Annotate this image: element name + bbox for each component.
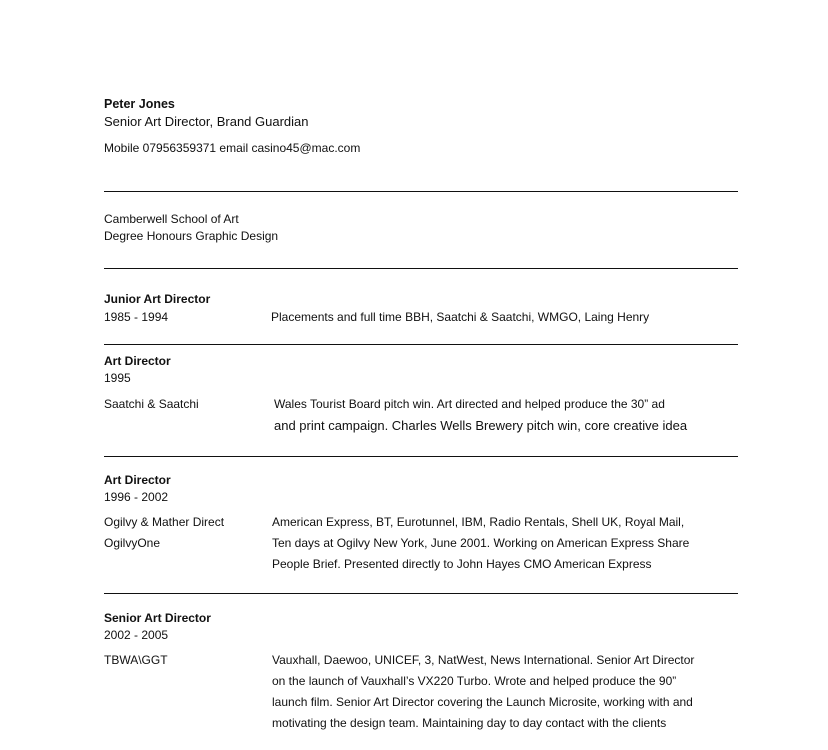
job-company: Saatchi & Saatchi bbox=[104, 397, 199, 411]
job-dates: 2002 - 2005 bbox=[104, 628, 169, 642]
job-description-line: People Brief. Presented directly to John Hayes CMO American Express bbox=[272, 557, 652, 571]
job-description-line: on the launch of Vauxhall’s VX220 Turbo. Wrote and helped produce the 90” bbox=[272, 674, 677, 688]
job-company: Ogilvy & Mather Direct bbox=[104, 515, 225, 529]
job-description: Placements and full time BBH, Saatchi & Saatchi, WMGO, Laing Henry bbox=[271, 310, 650, 324]
job-role: Art Director bbox=[104, 354, 171, 368]
job-dates: 1996 - 2002 bbox=[104, 490, 169, 504]
job-description-line: launch film. Senior Art Director covering the Launch Microsite, working with and bbox=[272, 695, 693, 709]
job-role: Senior Art Director bbox=[104, 611, 211, 625]
job-company: TBWA\GGT bbox=[104, 653, 168, 667]
divider bbox=[104, 456, 738, 457]
divider bbox=[104, 268, 738, 269]
job-description-line: and print campaign. Charles Wells Brewery pitch win, core creative idea bbox=[274, 418, 688, 433]
education-school: Camberwell School of Art bbox=[104, 212, 239, 226]
job-company: OgilvyOne bbox=[104, 536, 161, 550]
candidate-name: Peter Jones bbox=[104, 97, 175, 111]
job-description-line: Wales Tourist Board pitch win. Art directed and helped produce the 30” ad bbox=[274, 397, 665, 411]
divider bbox=[104, 593, 738, 594]
job-description-line: Vauxhall, Daewoo, UNICEF, 3, NatWest, News International. Senior Art Director bbox=[272, 653, 695, 667]
job-description-line: American Express, BT, Eurotunnel, IBM, Radio Rentals, Shell UK, Royal Mail, bbox=[272, 515, 685, 529]
job-description-line: motivating the design team. Maintaining day to day contact with the clients bbox=[272, 716, 667, 730]
education-degree: Degree Honours Graphic Design bbox=[104, 229, 279, 243]
job-role: Junior Art Director bbox=[104, 292, 211, 306]
contact-details: Mobile 07956359371 email casino45@mac.com bbox=[104, 141, 361, 155]
divider bbox=[104, 191, 738, 192]
job-description-line: Ten days at Ogilvy New York, June 2001. Working on American Express Share bbox=[272, 536, 690, 550]
candidate-title: Senior Art Director, Brand Guardian bbox=[104, 114, 309, 129]
job-dates: 1995 bbox=[104, 371, 131, 385]
job-dates: 1985 - 1994 bbox=[104, 310, 169, 324]
job-role: Art Director bbox=[104, 473, 171, 487]
divider bbox=[104, 344, 738, 345]
